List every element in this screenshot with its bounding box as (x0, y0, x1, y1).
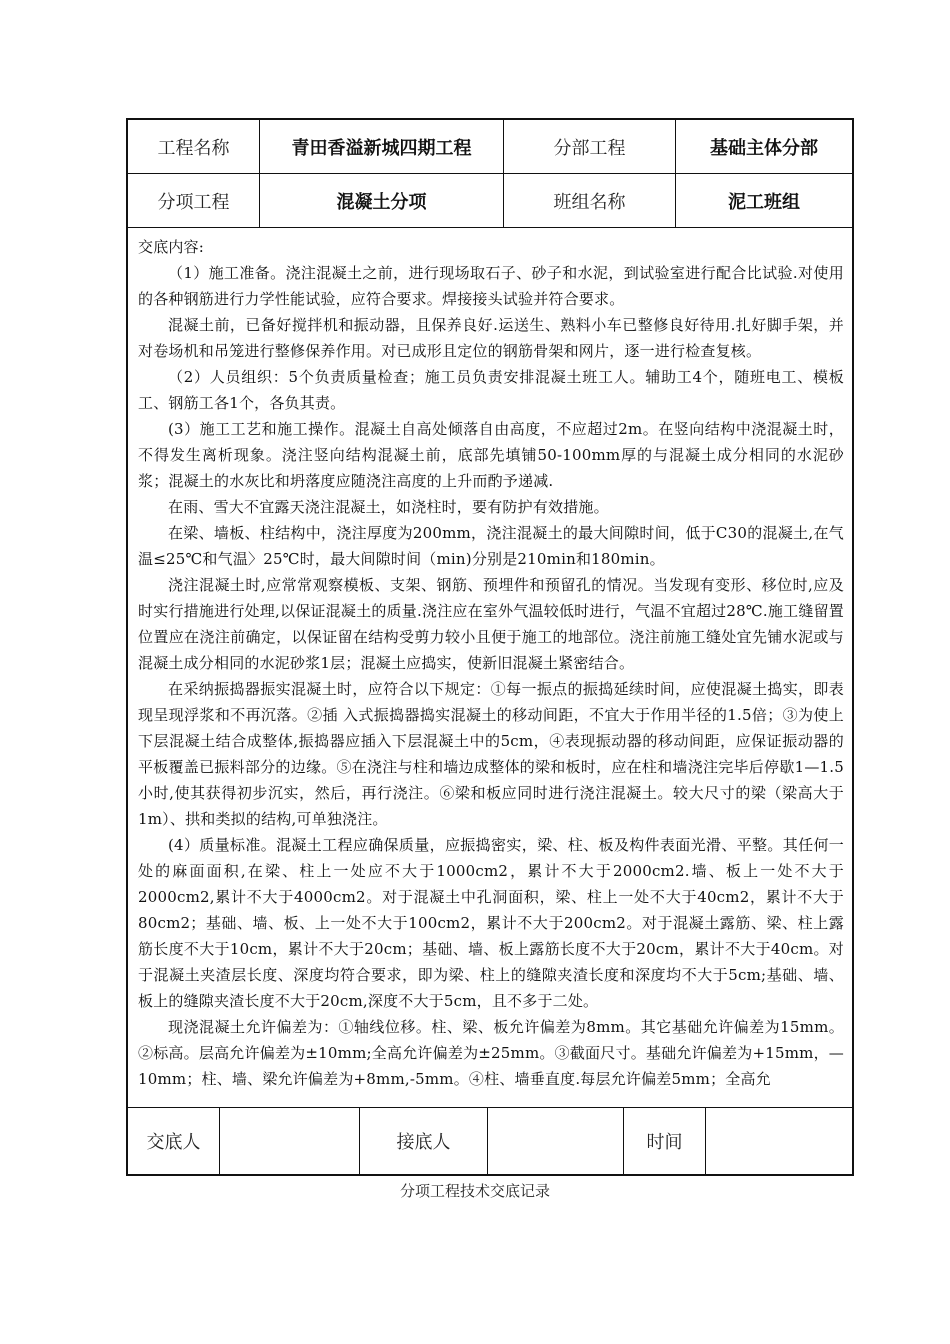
disclosure-content (128, 228, 852, 1108)
item-label: 分项工程 (128, 174, 260, 227)
content-paragraph: 在雨、雪大不宜露天浇注混凝土，如浇柱时，要有防护有效措施。 (168, 498, 609, 516)
content-paragraph: (4）质量标准。混凝土工程应确保质量，应振捣密实，梁、柱、板及构件表面光滑、平整。其任何一处的麻面面积,在梁、柱上一处应不大于1000cm2，累计不大于2000cm2.墙、板上一处不大于2000cm2,累计不大于4000cm2。对于混凝土中孔洞面积，梁、柱上一处不大于40cm2，累计不大于80cm2；基础、墙、板、上一处不大于100cm2，累计不大于200cm2。对于混凝土露筋、梁、柱上露筋长度不大于10cm，累计不大于20cm；基础、墙、板上露筋长度不大于20cm，累计不大于40cm。对于混凝土夹渣层长度、深度均符合要求，即为梁、柱上的缝隙夹渣长度和深度均不大于5cm;基础、墙、板上的缝隙夹渣长度不大于20cm,深度不大于5cm，且不多于二处。 (138, 836, 844, 1010)
content-paragraph: （1）施工准备。浇注混凝土之前，进行现场取石子、砂子和水泥，到试验室进行配合比试验.对使用的各种钢筋进行力学性能试验，应符合要求。焊接接头试验并符合要求。 (138, 264, 844, 308)
receiver-signature-field (488, 1108, 624, 1174)
time-label: 时间 (624, 1108, 706, 1174)
project-name-value: 青田香溢新城四期工程 (260, 120, 504, 173)
team-label: 班组名称 (504, 174, 676, 227)
division-value: 基础主体分部 (710, 137, 818, 159)
time-field (706, 1108, 852, 1174)
content-paragraph: 在采纳振捣器振实混凝土时，应符合以下规定：①每一振点的振捣延续时间，应使混凝土捣实，即表现呈现浮浆和不再沉落。②插 入式振捣器捣实混凝土的移动间距，不宜大于作用半径的1.5倍；③为使上下层混凝土结合成整体,振捣器应插入下层混凝土中的5cm，④表现振动器的移动间距，应保证振动器的平板覆盖已振料部分的边缘。⑤在浇注与柱和墙边成整体的梁和板时，应在柱和墙浇注完毕后停歇1—1.5小时,使其获得初步沉实，然后，再行浇注。⑥梁和板应同时进行浇注混凝土。较大尺寸的梁（梁高大于1m）、拱和类拟的结构,可单独浇注。 (138, 680, 844, 828)
header-row-2 (128, 174, 852, 228)
project-name-label: 工程名称 (128, 120, 260, 173)
item-value: 混凝土分项 (260, 174, 504, 227)
content-paragraph: 浇注混凝土时,应常常观察模板、支架、钢筋、预埋件和预留孔的情况。当发现有变形、移位时,应及时实行措施进行处理,以保证混凝土的质量.浇注应在室外气温较低时进行，气温不宜超过28℃.施工缝留置位置应在浇注前确定，以保证留在结构受剪力较小且便于施工的地部位。浇注前施工缝处宜先铺水泥或与混凝土成分相同的水泥砂浆1层；混凝土应捣实，使新旧混凝土紧密结合。 (138, 576, 844, 672)
team-value: 泥工班组 (728, 191, 800, 213)
content-paragraph: 混凝土前，已备好搅拌机和振动器，且保养良好.运送生、熟料小车已整修良好待用.扎好脚手架，并对卷场机和吊笼进行整修保养作用。对已成形且定位的钢筋骨架和网片，逐一进行检查复核。 (138, 316, 844, 360)
content-paragraph: （2）人员组织：5个负责质量检查；施工员负责安排混凝土班工人。辅助工4个，随班电工、模板工、钢筋工各1个，各负其责。 (138, 368, 844, 412)
content-paragraph: 在梁、墙板、柱结构中，浇注厚度为200mm，浇注混凝土的最大间隙时间，低于C30的混凝土,在气温≤25℃和气温〉25℃时，最大间隙时间（min)分别是210min和180min。 (138, 524, 844, 568)
presenter-label: 交底人 (128, 1108, 220, 1174)
header-row-1 (128, 120, 852, 174)
presenter-signature-field (220, 1108, 360, 1174)
division-label: 分部工程 (504, 120, 676, 173)
content-paragraph: (3）施工工艺和施工操作。混凝土自高处倾落自由高度，不应超过2m。在竖向结构中浇混凝土时，不得发生离析现象。浇注竖向结构混凝土前，底部先填铺50-100mm厚的与混凝土成分相同的水泥砂浆；混凝土的水灰比和坍落度应随浇注高度的上升而酌予递减. (138, 420, 844, 490)
content-heading: 交底内容: (138, 238, 205, 256)
content-paragraph: 现浇混凝土允许偏差为：①轴线位移。柱、梁、板允许偏差为8mm。其它基础允许偏差为15mm。②标高。层高允许偏差为±10mm;全高允许偏差为±25mm。③截面尺寸。基础允许偏差为+15mm，—10mm；柱、墙、梁允许偏差为+8mm,-5mm。④柱、墙垂直度.每层允许偏差5mm；全高允 (138, 1018, 844, 1088)
receiver-label: 接底人 (360, 1108, 488, 1174)
disclosure-record-table (126, 118, 854, 1176)
document-caption: 分项工程技术交底记录 (399, 1182, 550, 1200)
